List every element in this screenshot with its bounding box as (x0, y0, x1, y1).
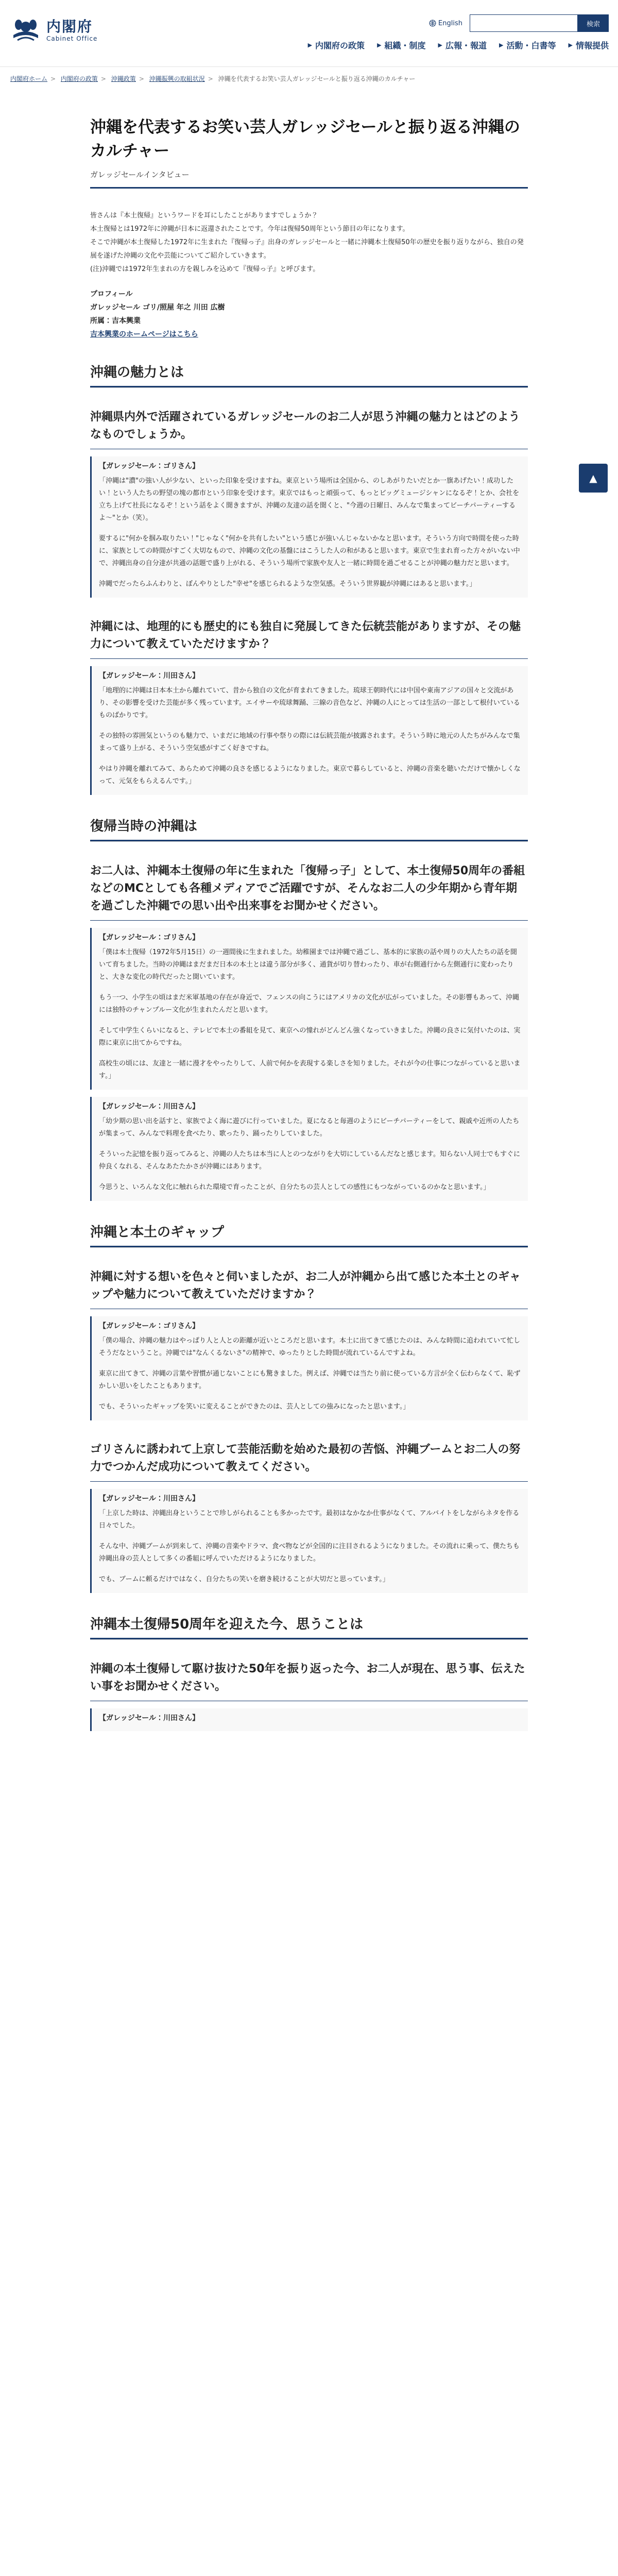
agency-homepage-link[interactable]: 吉本興業のホームページはこちら (90, 330, 198, 338)
nav-information[interactable] (569, 39, 609, 51)
globe-icon (429, 20, 436, 27)
answer-paragraph: 「僕は本土復帰（1972年5月15日）の一週間後に生まれました。幼稚園までは沖縄で過ごし、基本的に家族の話や周りの大人たちの話を聞いて育ちました。当時の沖縄はまだまだ日本の本土とは違う部分が多く、通貨が切り替わったり、車が右側通行から左側通行に変わったりと、大きな変化の時代だったと聞いています。 (99, 948, 517, 981)
answer-paragraph: 「沖縄は"濃"の強い人が少ない、といった印象を受けますね。東京という場所は全国から、のしあがりたいだとか一旗あげたい！成功したい！という人たちの野望の塊の都市という印象を受けます。東京ではもっと頑張って、もっとビッグミュージシャンになるぞ！とか、会社を立ち上げて社長になるぞ！という話をよく聞きますが、沖縄の友達の話を聞くと、"今週の日曜日、みんなで集まってビーチパーティーするよ～"とか（笑）。 (99, 477, 520, 522)
breadcrumb-okinawa[interactable]: 沖縄政策 (111, 75, 136, 82)
breadcrumb-status[interactable]: 沖縄振興の取組状況 (149, 75, 205, 82)
profile-name: ガレッジセール ゴリ/照屋 年之 川田 広樹 (90, 303, 225, 312)
arrow-up-icon: ▲ (589, 472, 597, 484)
breadcrumb (0, 67, 618, 90)
answer-paragraph: でも、ブームに頼るだけではなく、自分たちの笑いを磨き続けることが大切だと思っています。」 (99, 1575, 389, 1583)
breadcrumb-separator: > (208, 75, 213, 82)
speaker-label: 【ガレッジセール：川田さん】 (99, 1103, 200, 1111)
answer-paragraph: 高校生の頃には、友達と一緒に漫才をやったりして、人前で何かを表現する楽しさを知りました。それが今の仕事につながっていると思います。」 (99, 1060, 521, 1080)
answer-paragraph: やはり沖縄を離れてみて、あらためて沖縄の良さを感じるようになりました。東京で暮らしていると、沖縄の音楽を聴いただけで懐かしくなって、元気をもらえるんです。」 (99, 765, 521, 785)
section-heading: 沖縄本土復帰50周年を迎えた今、思うことは (90, 1614, 528, 1640)
section-heading: 沖縄と本土のギャップ (90, 1222, 528, 1248)
page-subtitle: ガレッジセールインタビュー (90, 169, 528, 189)
search-input[interactable] (470, 14, 578, 32)
breadcrumb-separator: > (139, 75, 144, 82)
nav-label: 内閣府の政策 (315, 41, 365, 50)
answer-paragraph: そういった記憶を振り返ってみると、沖縄の人たちは本当に人とのつながりを大切にしているんだなと感じます。知らない人同士でもすぐに仲良くなれる、そんなあたたかさが沖縄にはあります。 (99, 1150, 520, 1171)
answer-paragraph: でも、そういったギャップを笑いに変えることができたのは、芸人としての強みになったと思います。」 (99, 1403, 410, 1411)
answer-block (90, 1708, 528, 1731)
chevron-right-icon: ▶ (438, 42, 443, 48)
nav-activities[interactable] (499, 39, 556, 51)
page-top-button[interactable] (579, 464, 608, 493)
logo-text-en: Cabinet Office (46, 35, 98, 42)
breadcrumb-policy[interactable]: 内閣府の政策 (60, 75, 98, 82)
intro-line: 皆さんは『本土復帰』というワードを耳にしたことがありますでしょうか？ (90, 212, 318, 219)
nav-organization[interactable] (377, 39, 425, 51)
intro-text (90, 209, 528, 276)
breadcrumb-home[interactable]: 内閣府ホーム (10, 75, 48, 82)
search-button[interactable]: 検索 (578, 14, 609, 32)
global-nav (296, 39, 609, 51)
nav-press[interactable] (438, 39, 487, 51)
answer-block (90, 666, 528, 795)
answer-paragraph: 東京に出てきて、沖縄の言葉や習慣が通じないことにも驚きました。例えば、沖縄では当たり前に使っている方言が全く伝わらなくて、恥ずかしい思いをしたこともあります。 (99, 1370, 521, 1390)
question-heading: ゴリさんに誘われて上京して芸能活動を始めた最初の苦悩、沖縄ブームとお二人の努力でつかんだ成功について教えてください。 (90, 1441, 528, 1482)
answer-paragraph: 「僕の場合、沖縄の魅力はやっぱり人と人との距離が近いところだと思います。本土に出てきて感じたのは、みんな時間に追われていて忙しそうだなということ。沖縄では"なんくるないさ"の精神で、ゆったりとした時間が流れているんですよね。 (99, 1337, 520, 1357)
main-content (90, 90, 528, 1731)
speaker-label: 【ガレッジセール：ゴリさん】 (99, 462, 200, 470)
profile-heading: プロフィール (90, 290, 133, 298)
answer-paragraph: そんな中、沖縄ブームが到来して、沖縄の音楽やドラマ、食べ物などが全国的に注目されるようになりました。その流れに乗って、僕たちも沖縄出身の芸人として多くの番組に呼んでいただけるようになりました。 (99, 1543, 520, 1563)
intro-line: そこで沖縄が本土復帰した1972年に生まれた『復帰っ子』出身のガレッジセールと一緒に沖縄本土復帰50年の歴史を振り返りながら、独自の発展を遂げた沖縄の文化や芸能についてご紹介していきます。 (90, 239, 524, 260)
answer-paragraph: 今思うと、いろんな文化に触れられた環境で育ったことが、自分たちの芸人としての感性にもつながっているのかなと思います。」 (99, 1183, 490, 1191)
answer-paragraph: 「上京した時は、沖縄出身ということで珍しがられることも多かったです。最初はなかなか仕事がなくて、アルバイトをしながらネタを作る日々でした。 (99, 1510, 520, 1530)
nav-label: 組織・制度 (384, 41, 426, 50)
answer-paragraph: その独特の雰囲気というのも魅力で、いまだに地域の行事や祭りの際には伝統芸能が披露されます。そういう時に地元の人たちがみんなで集まって盛り上がる、そういう空気感がすごく好きですね。 (99, 732, 520, 752)
answer-paragraph: 「地理的に沖縄は日本本土から離れていて、昔から独自の文化が育まれてきました。琉球王朝時代には中国や東南アジアの国々と交流があり、その影響を受けた芸能が多く残っています。エイサーや琉球舞踊、三線の音色など、沖縄の人にとっては生活の一部として根付いているものばかりです。 (99, 687, 520, 719)
english-link[interactable] (429, 20, 462, 27)
section-heading: 復帰当時の沖縄は (90, 816, 528, 842)
question-heading: 沖縄には、地理的にも歴史的にも独自に発展してきた伝統芸能がありますが、その魅力について教えていただけますか？ (90, 618, 528, 659)
answer-block (90, 1316, 528, 1420)
answer-paragraph: 要するに"何かを掴み取りたい！"じゃなく"何かを共有したい"という感じが強いんじゃないかなと思います。そういう方向で時間を使った時に、家族としての時間がすごく大切なもので、沖縄の文化の基盤にはこうした人の和があると思います。東京で生まれ育った方々がいない中で、沖縄出身の自分達が共通の話題で盛り上がれる、そういう場所で家族や友人と一緒に時間を過ごせることが沖縄の魅力だと思います。 (99, 535, 520, 567)
speaker-label: 【ガレッジセール：川田さん】 (99, 672, 200, 680)
nav-label: 広報・報道 (445, 41, 487, 50)
section-heading: 沖縄の魅力とは (90, 362, 528, 388)
breadcrumb-current: 沖縄を代表するお笑い芸人ガレッジセールと振り返る沖縄のカルチャー (218, 75, 416, 82)
question-heading: お二人は、沖縄本土復帰の年に生まれた「復帰っ子」として、本土復帰50周年の番組などのMCとしても各種メディアでご活躍ですが、そんなお二人の少年期から青年期を過ごした沖縄での思い出や出来事をお聞かせください。 (90, 862, 528, 921)
chevron-right-icon: ▶ (568, 42, 573, 48)
speaker-label: 【ガレッジセール：川田さん】 (99, 1714, 200, 1722)
intro-line: (注)沖縄では1972年生まれの方を親しみを込めて『復帰っ子』と呼びます。 (90, 265, 320, 273)
answer-paragraph: 沖縄でだったらふんわりと、ぼんやりとした"幸せ"を感じられるような空気感。そういう世界観が沖縄にはあると思います。」 (99, 580, 476, 588)
answer-paragraph: そして中学生くらいになると、テレビで本土の番組を見て、東京への憧れがどんどん強くなっていきました。沖縄の良さに気付いたのは、実際に東京に出てからですね。 (99, 1027, 521, 1047)
english-link-label: English (438, 19, 462, 27)
answer-block (90, 1097, 528, 1201)
answer-block (90, 456, 528, 598)
cabinet-office-emblem-icon (10, 18, 41, 43)
page-title: 沖縄を代表するお笑い芸人ガレッジセールと振り返る沖縄のカルチャー (90, 118, 520, 160)
profile (90, 287, 528, 341)
site-logo[interactable] (10, 18, 97, 43)
logo-text-ja: 内閣府 (46, 18, 93, 35)
profile-agency: 所属：吉本興業 (90, 317, 141, 325)
intro-line: 本土復帰とは1972年に沖縄が日本に返還されたことです。今年は復帰50周年という節目の年になります。 (90, 225, 409, 233)
breadcrumb-separator: > (100, 75, 106, 82)
question-heading: 沖縄に対する想いを色々と伺いましたが、お二人が沖縄から出て感じた本土とのギャップや魅力について教えていただけますか？ (90, 1268, 528, 1309)
breadcrumb-separator: > (50, 75, 56, 82)
speaker-label: 【ガレッジセール：ゴリさん】 (99, 934, 200, 942)
nav-policy[interactable] (308, 39, 365, 51)
question-heading: 沖縄の本土復帰して駆け抜けた50年を振り返った今、お二人が現在、思う事、伝えたい事をお聞かせください。 (90, 1660, 528, 1701)
utility-bar (429, 14, 609, 32)
chevron-right-icon: ▶ (499, 42, 504, 48)
site-header (0, 0, 618, 67)
answer-block (90, 1489, 528, 1593)
speaker-label: 【ガレッジセール：ゴリさん】 (99, 1322, 200, 1330)
answer-paragraph: 「幼少期の思い出を話すと、家族でよく海に遊びに行っていました。夏になると毎週のようにビーチパーティーをして、親戚や近所の人たちが集まって、みんなで料理を食べたり、歌ったり、踊ったりしていました。 (99, 1117, 520, 1138)
speaker-label: 【ガレッジセール：川田さん】 (99, 1495, 200, 1503)
question-heading: 沖縄県内外で活躍されているガレッジセールのお二人が思う沖縄の魅力とはどのようなものでしょうか。 (90, 409, 528, 449)
answer-paragraph: もう一つ、小学生の頃はまだ米軍基地の存在が身近で、フェンスの向こうにはアメリカの文化が広がっていました。その影響もあって、沖縄には独特のチャンプルー文化が生まれたんだと思います。 (99, 994, 519, 1014)
nav-label: 情報提供 (575, 41, 609, 50)
nav-label: 活動・白書等 (506, 41, 556, 50)
chevron-right-icon: ▶ (307, 42, 313, 48)
answer-block (90, 928, 528, 1090)
search-form (470, 14, 609, 32)
chevron-right-icon: ▶ (377, 42, 382, 48)
